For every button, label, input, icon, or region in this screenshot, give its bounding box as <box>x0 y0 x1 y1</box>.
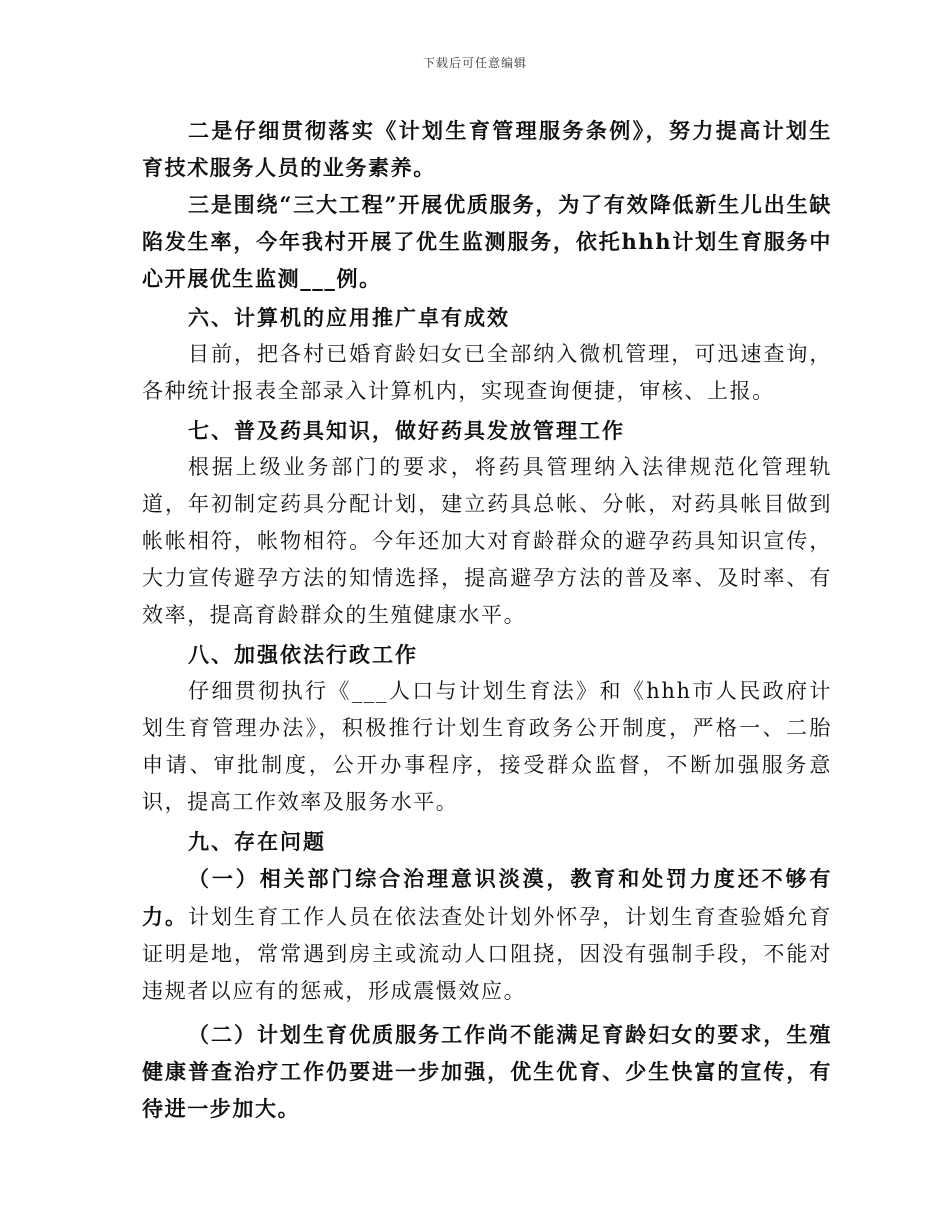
document-body <box>142 112 832 1127</box>
paragraph-problem-two: （二）计划生育优质服务工作尚不能满足育龄妇女的要求，生殖健康普查治疗工作仍要进一步加强，优生优育、少生快富的宣传，有待进一步加大。 <box>142 1022 832 1121</box>
paragraph-section-seven: 根据上级业务部门的要求，将药具管理纳入法律规范化管理轨道，年初制定药具分配计划，建立药具总帐、分帐，对药具帐目做到帐帐相符，帐物相符。今年还加大对育龄群众的避孕药具知识宣传，大力宣传避孕方法的知情选择，提高避孕方法的普及率、及时率、有效率，提高育龄群众的生殖健康水平。 <box>142 455 832 627</box>
section-heading-seven: 七、普及药具知识，做好药具发放管理工作 <box>188 418 625 443</box>
problem-one-title: （一）相关部门综合治理意识淡漠，教育和处罚力度还不够有力。 <box>142 866 832 929</box>
section-heading-nine: 九、存在问题 <box>188 829 326 854</box>
paragraph-item-three: 三是围绕“三大工程”开展优质服务，为了有效降低新生儿出生缺陷发生率，今年我村开展了优生监测服务，依托hhh计划生育服务中心开展优生监测___例。 <box>142 192 832 291</box>
paragraph-section-six: 目前，把各村已婚育龄妇女已全部纳入微机管理，可迅速查询，各种统计报表全部录入计算机内，实现查询便捷，审核、上报。 <box>142 342 832 403</box>
section-heading-six: 六、计算机的应用推广卓有成效 <box>188 305 510 330</box>
section-heading-eight: 八、加强依法行政工作 <box>188 642 418 667</box>
paragraph-item-two: 二是仔细贯彻落实《计划生育管理服务条例》，努力提高计划生育技术服务人员的业务素养。 <box>142 118 832 180</box>
paragraph-problem-one <box>142 860 832 1010</box>
page-header: 下载后可任意编辑 <box>422 56 527 70</box>
paragraph-section-eight: 仔细贯彻执行《___人口与计划生育法》和《hhh市人民政府计划生育管理办法》，积极推行计划生育政务公开制度，严格一、二胎申请、审批制度，公开办事程序，接受群众监督，不断加强服务意识，提高工作效率及服务水平。 <box>142 679 832 814</box>
problem-one-text: 计划生育工作人员在依法查处计划外怀孕，计划生育查验婚允育证明是地，常常遇到房主或流动人口阻挠，因没有强制手段，不能对违规者以应有的惩戒，形成震慑效应。 <box>142 905 832 1003</box>
